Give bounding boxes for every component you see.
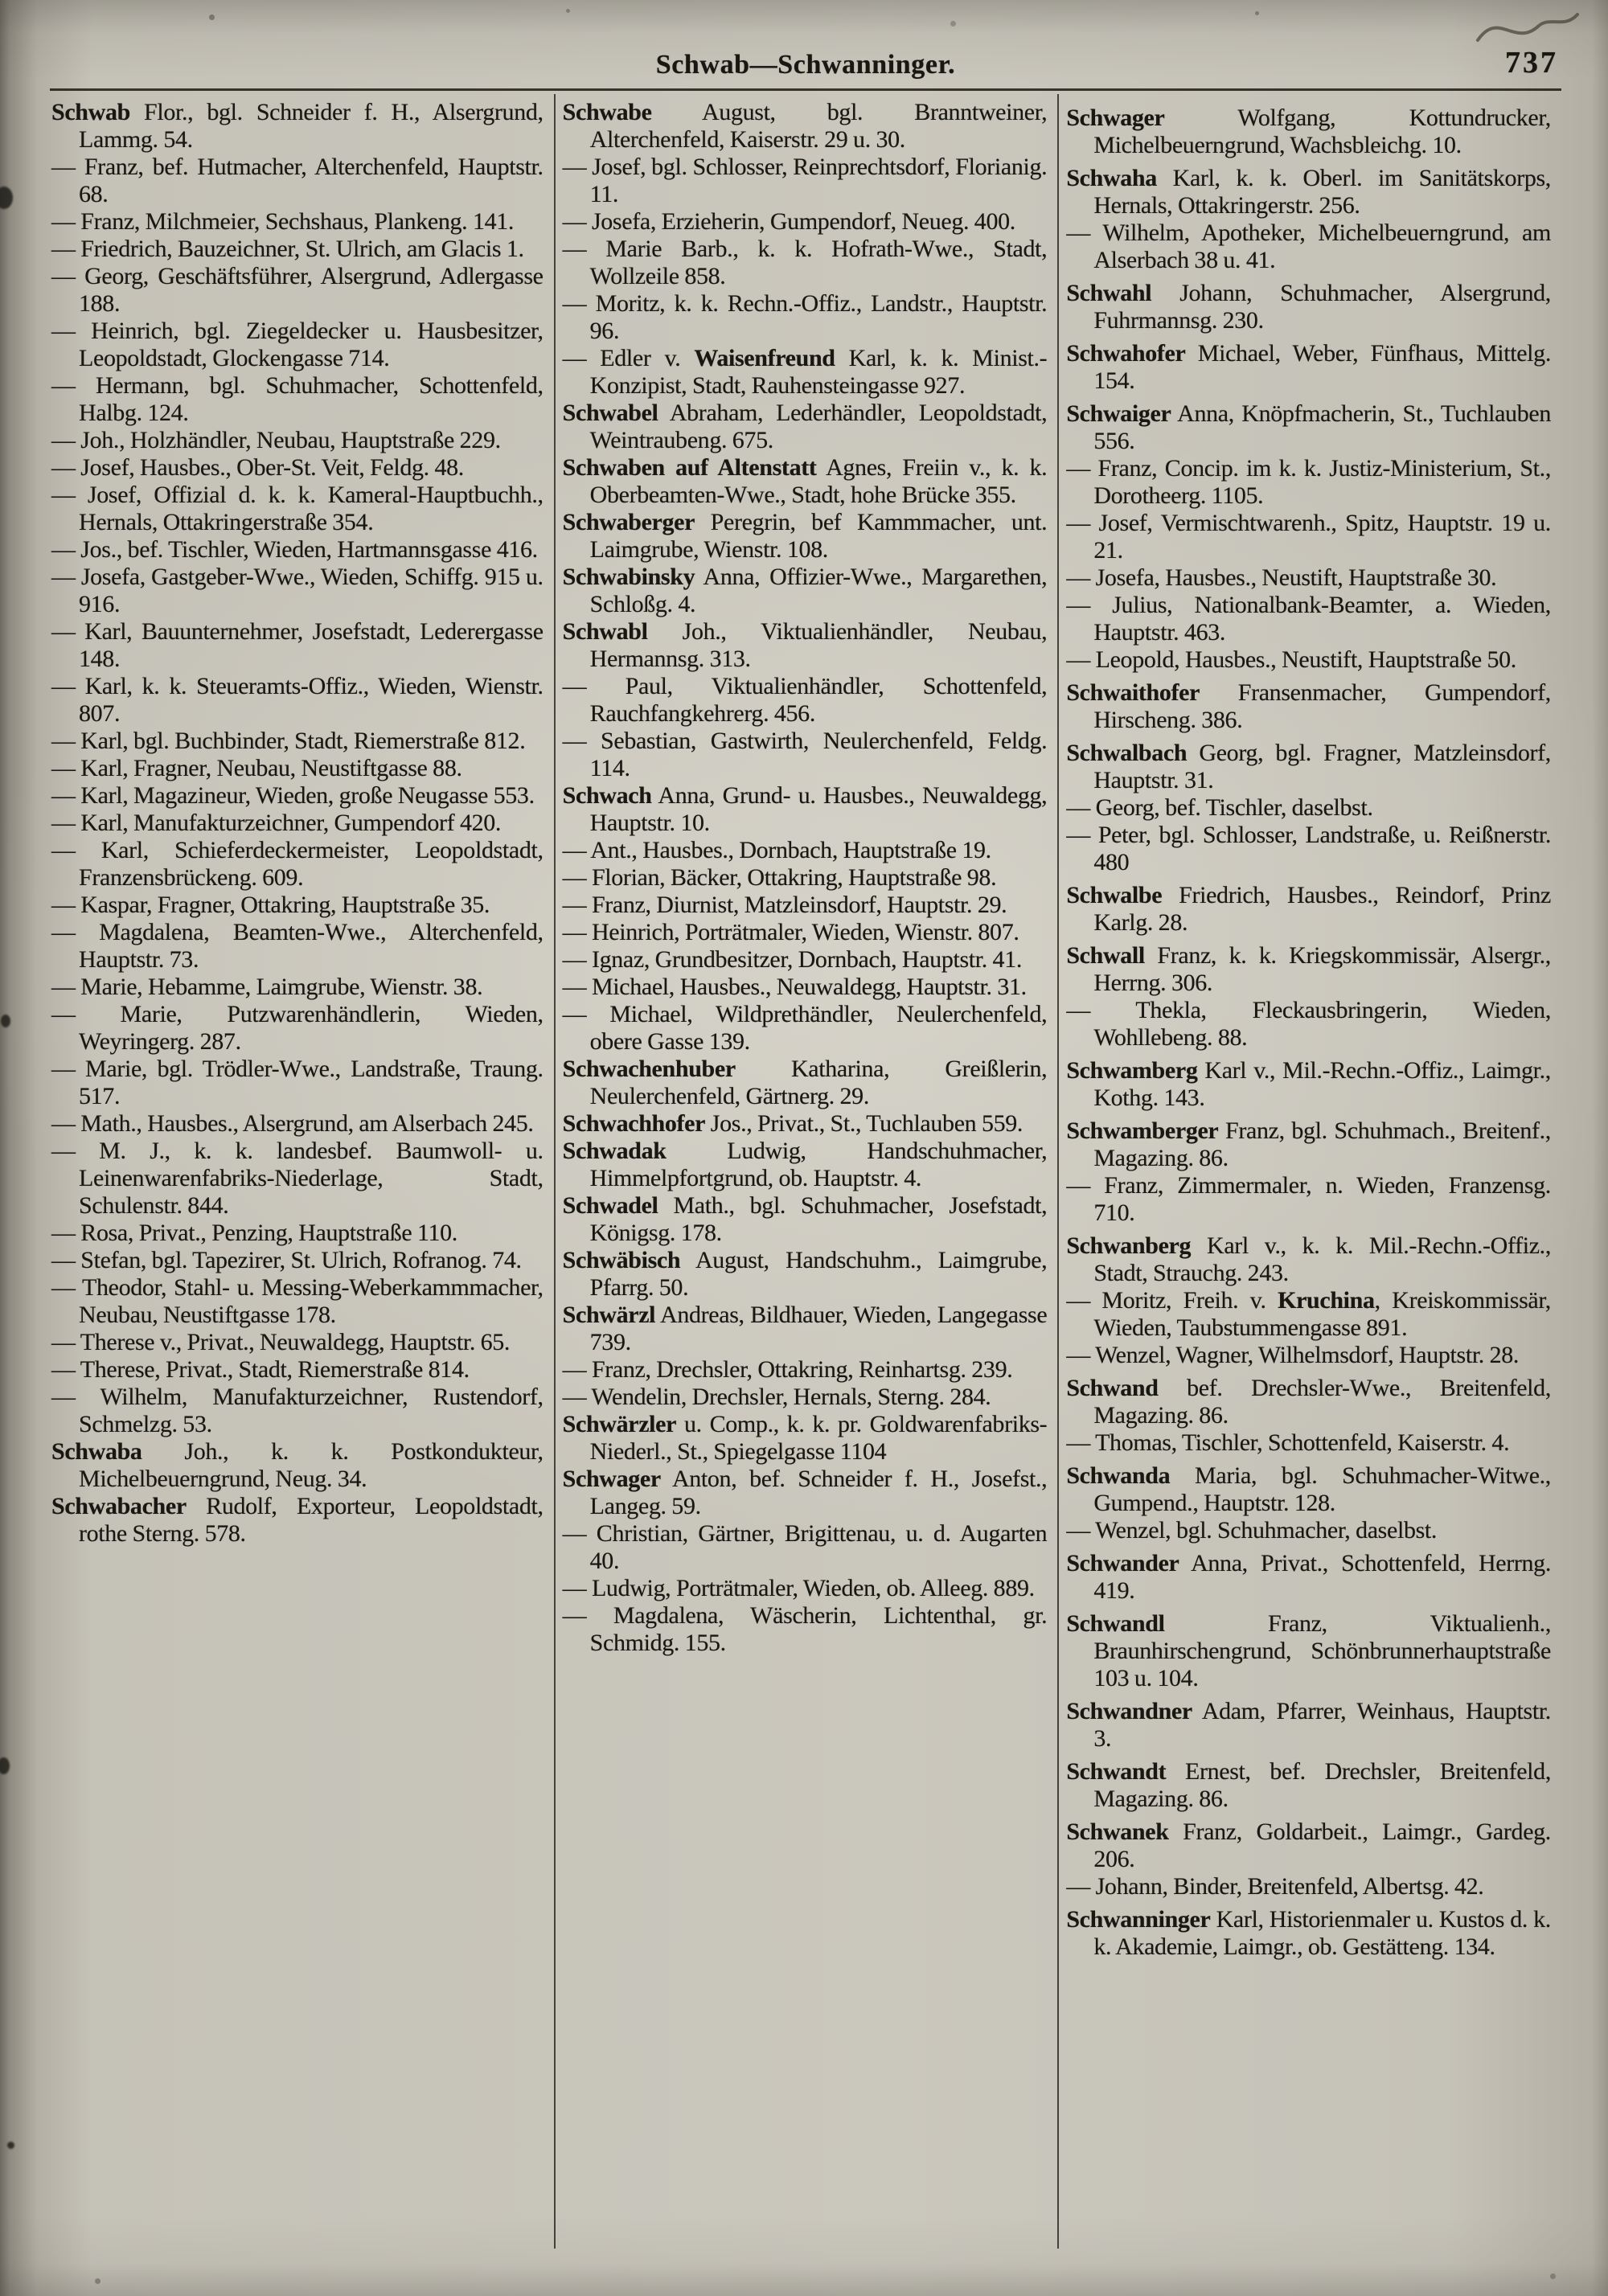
directory-entry: — Friedrich, Bauzeichner, St. Ulrich, am Glacis 1. [51,236,524,262]
directory-entry: Schwach Anna, Grund- u. Hausbes., Neuwaldegg, Hauptstr. 10. [562,782,1048,836]
directory-entry: Schwanek Franz, Goldarbeit., Laimgr., Gardeg. 206. [1066,1818,1551,1872]
directory-entry: — Therese, Privat., Stadt, Riemerstraße 814. [51,1356,470,1383]
directory-entry: Schwabacher Rudolf, Exporteur, Leopoldstadt, rothe Sterng. 578. [51,1493,544,1547]
ink-blot [0,1757,10,1774]
directory-entry: — Karl, Manufakturzeichner, Gumpendorf 420. [51,810,502,836]
directory-entry: Schwärzler u. Comp., k. k. pr. Goldwarenfabriks-Niederl., St., Spiegelgasse 1104 [562,1411,1048,1465]
directory-entry: — Theodor, Stahl- u. Messing-Weberkammmacher, Neubau, Neustiftgasse 178. [51,1274,544,1328]
directory-entry: — Florian, Bäcker, Ottakring, Hauptstraße 98. [562,864,997,891]
directory-entry: Schwamberger Franz, bgl. Schuhmach., Breitenf., Magazing. 86. [1066,1117,1551,1171]
directory-entry: — Wendelin, Drechsler, Hernals, Sterng. 284. [562,1384,991,1410]
directory-entry: Schwanberg Karl v., k. k. Mil.-Rechn.-Offiz., Stadt, Strauchg. 243. [1066,1232,1551,1286]
page-header [50,45,1561,88]
directory-entry: — Julius, Nationalbank-Beamter, a. Wieden, Hauptstr. 463. [1066,592,1551,646]
directory-entry: Schwahl Johann, Schuhmacher, Alsergrund, Fuhrmannsg. 230. [1066,280,1551,334]
directory-entry: — Karl, Magazineur, Wieden, große Neugasse 553. [51,782,535,809]
directory-entry: — Josefa, Gastgeber-Wwe., Wieden, Schiffg. 915 u. 916. [51,564,544,617]
directory-entry: Schwalbach Georg, bgl. Fragner, Matzleinsdorf, Hauptstr. 31. [1066,740,1551,793]
directory-entry: — Heinrich, bgl. Ziegeldecker u. Hausbesitzer, Leopoldstadt, Glockengasse 714. [51,318,544,371]
directory-entry: — Josefa, Hausbes., Neustift, Hauptstraße 30. [1066,564,1497,591]
directory-entry: Schwäbisch August, Handschuhm., Laimgrube, Pfarrg. 50. [562,1247,1048,1301]
directory-entry: — Moritz, Freih. v. Kruchina, Kreiskommissär, Wieden, Taubstummengasse 891. [1066,1287,1551,1341]
directory-entry: Schwadel Math., bgl. Schuhmacher, Josefstadt, Königsg. 178. [562,1192,1048,1246]
directory-entry: — Magdalena, Beamten-Wwe., Alterchenfeld, Hauptstr. 73. [51,919,544,973]
directory-entry: — Hermann, bgl. Schuhmacher, Schottenfeld, Halbg. 124. [51,372,544,426]
directory-entry: — Franz, Milchmeier, Sechshaus, Plankeng. 141. [51,208,515,235]
directory-entry: — Josef, bgl. Schlosser, Reinprechtsdorf, Florianig. 11. [562,154,1048,207]
directory-entry: Schwachhofer Jos., Privat., St., Tuchlauben 559. [562,1110,1023,1137]
directory-entry: — Magdalena, Wäscherin, Lichtenthal, gr. Schmidg. 155. [562,1602,1048,1656]
directory-entry: Schwall Franz, k. k. Kriegskommissär, Alsergr., Herrng. 306. [1066,942,1551,996]
directory-entry: — Rosa, Privat., Penzing, Hauptstraße 110. [51,1220,457,1246]
directory-entry: — Georg, Geschäftsführer, Alsergrund, Adlergasse 188. [51,263,544,317]
directory-entry: — Josefa, Erzieherin, Gumpendorf, Neueg. 400. [562,208,1015,235]
directory-entry: Schwandner Adam, Pfarrer, Weinhaus, Hauptstr. 3. [1066,1698,1551,1752]
directory-entry: Schwaben auf Altenstatt Agnes, Freiin v., k. k. Oberbeamten-Wwe., Stadt, hohe Brücke 355. [562,454,1048,508]
directory-entry: — Josef, Vermischtwarenh., Spitz, Hauptstr. 19 u. 21. [1066,510,1551,564]
directory-entry: — Michael, Hausbes., Neuwaldegg, Hauptstr. 31. [562,974,1027,1000]
directory-entry: — Karl, bgl. Buchbinder, Stadt, Riemerstraße 812. [51,728,526,754]
running-title: Schwab—Schwanninger. [655,50,956,80]
directory-entry: — Edler v. Waisenfreund Karl, k. k. Minist.-Konzipist, Stadt, Rauhensteingasse 927. [562,345,1048,399]
directory-entry: — Christian, Gärtner, Brigittenau, u. d. Augarten 40. [562,1520,1048,1574]
dust-specks [0,0,2,2]
directory-entry: — Franz, Drechsler, Ottakring, Reinhartsg. 239. [562,1356,1013,1383]
directory-entry: Schwärzl Andreas, Bildhauer, Wieden, Langegasse 739. [562,1302,1048,1355]
directory-entry: — Joh., Holzhändler, Neubau, Hauptstraße 229. [51,427,501,453]
directory-entry: Schwaba Joh., k. k. Postkondukteur, Michelbeuerngrund, Neug. 34. [51,1438,544,1492]
header-rule [50,88,1561,91]
directory-entry: Schwandl Franz, Viktualienh., Braunhirschengrund, Schönbrunnerhauptstraße 103 u. 104. [1066,1610,1551,1691]
directory-entry: — Therese v., Privat., Neuwaldegg, Hauptstr. 65. [51,1329,511,1355]
directory-entry: — Math., Hausbes., Alsergrund, am Alserbach 245. [51,1110,534,1137]
directory-entry: — Stefan, bgl. Tapezirer, St. Ulrich, Rofranog. 74. [51,1247,522,1273]
directory-entry: — Ludwig, Porträtmaler, Wieden, ob. Alleeg. 889. [562,1575,1035,1601]
column-2 [554,94,1058,2249]
directory-entry: — Heinrich, Porträtmaler, Wieden, Wienstr. 807. [562,919,1019,945]
directory-entry: — Marie Barb., k. k. Hofrath-Wwe., Stadt, Wollzeile 858. [562,236,1048,289]
directory-entry: Schwachenhuber Katharina, Greißlerin, Neulerchenfeld, Gärtnerg. 29. [562,1056,1048,1109]
directory-entry: Schwabinsky Anna, Offizier-Wwe., Margarethen, Schloßg. 4. [562,564,1048,617]
directory-entry: — Jos., bef. Tischler, Wieden, Hartmannsgasse 416. [51,536,538,563]
directory-entry: Schwab Flor., bgl. Schneider f. H., Alsergrund, Lammg. 54. [51,99,544,153]
directory-entry: Schwander Anna, Privat., Schottenfeld, Herrng. 419. [1066,1550,1551,1604]
pen-mark-icon [1471,5,1584,56]
directory-entry: — Karl, Fragner, Neubau, Neustiftgasse 88. [51,755,462,781]
directory-entry: — Michael, Wildprethändler, Neulerchenfeld, obere Gasse 139. [562,1001,1048,1055]
directory-entry: — Paul, Viktualienhändler, Schottenfeld, Rauchfangkehrerg. 456. [562,673,1048,727]
directory-entry: — Moritz, k. k. Rechn.-Offiz., Landstr., Hauptstr. 96. [562,290,1048,344]
directory-entry: Schwager Wolfgang, Kottundrucker, Michelbeuerngrund, Wachsbleichg. 10. [1066,105,1551,158]
directory-entry: Schwaithofer Fransenmacher, Gumpendorf, Hirscheng. 386. [1066,679,1551,733]
directory-entry: Schwanda Maria, bgl. Schuhmacher-Witwe., Gumpend., Hauptstr. 128. [1066,1462,1551,1516]
directory-entry: — Karl, k. k. Steueramts-Offiz., Wieden, Wienstr. 807. [51,673,544,727]
directory-entry: — Sebastian, Gastwirth, Neulerchenfeld, Feldg. 114. [562,728,1048,781]
directory-entry: Schwanninger Karl, Historienmaler u. Kustos d. k. k. Akademie, Laimgr., ob. Gestätteng. 134. [1066,1906,1551,1960]
directory-entry: — Georg, bef. Tischler, daselbst. [1066,794,1373,821]
directory-entry: — Wilhelm, Apotheker, Michelbeuerngrund, am Alserbach 38 u. 41. [1066,219,1551,273]
directory-entry: Schwaiger Anna, Knöpfmacherin, St., Tuchlauben 556. [1066,400,1551,454]
column-1 [50,94,554,2249]
directory-entry: Schwamberg Karl v., Mil.-Rechn.-Offiz., Laimgr., Kothg. 143. [1066,1057,1551,1111]
directory-entry: Schwandt Ernest, bef. Drechsler, Breitenfeld, Magazing. 86. [1066,1758,1551,1812]
directory-entry: — Marie, Putzwarenhändlerin, Wieden, Weyringerg. 287. [51,1001,544,1055]
directory-entry: — Peter, bgl. Schlosser, Landstraße, u. Reißnerstr. 480 [1066,822,1551,875]
directory-entry: Schwand bef. Drechsler-Wwe., Breitenfeld, Magazing. 86. [1066,1375,1551,1429]
directory-entry: — Johann, Binder, Breitenfeld, Albertsg. 42. [1066,1873,1484,1900]
directory-entry: — Ant., Hausbes., Dornbach, Hauptstraße 19. [562,837,991,863]
directory-entry: — Franz, bef. Hutmacher, Alterchenfeld, Hauptstr. 68. [51,154,544,207]
directory-entry: — Wenzel, bgl. Schuhmacher, daselbst. [1066,1517,1438,1544]
column-3 [1057,94,1561,2249]
ink-blot [1,1015,10,1027]
page-content [50,45,1561,2249]
directory-entry: Schwadak Ludwig, Handschuhmacher, Himmelpfortgrund, ob. Hauptstr. 4. [562,1138,1048,1191]
ink-blot [0,187,13,209]
directory-entry: Schwaha Karl, k. k. Oberl. im Sanitätskorps, Hernals, Ottakringerstr. 256. [1066,165,1551,219]
directory-entry: — Thomas, Tischler, Schottenfeld, Kaiserstr. 4. [1066,1429,1510,1456]
directory-entry: — Marie, bgl. Trödler-Wwe., Landstraße, Traung. 517. [51,1056,544,1109]
directory-entry: — Leopold, Hausbes., Neustift, Hauptstraße 50. [1066,646,1516,673]
ink-blot [7,2142,14,2149]
directory-entry: — M. J., k. k. landesbef. Baumwoll- u. Leinenwarenfabriks-Niederlage, Stadt, Schulenstr. 844. [51,1138,544,1219]
directory-entry: Schwabe August, bgl. Branntweiner, Alterchenfeld, Kaiserstr. 29 u. 30. [562,99,1048,153]
directory-entry: — Ignaz, Grundbesitzer, Dornbach, Hauptstr. 41. [562,946,1023,973]
directory-columns [50,94,1561,2249]
directory-entry: — Wilhelm, Manufakturzeichner, Rustendorf, Schmelzg. 53. [51,1384,544,1437]
directory-entry: Schwager Anton, bef. Schneider f. H., Josefst., Langeg. 59. [562,1466,1048,1519]
directory-entry: — Josef, Hausbes., Ober-St. Veit, Feldg. 48. [51,454,464,481]
directory-entry: — Karl, Bauunternehmer, Josefstadt, Lederergasse 148. [51,618,544,672]
directory-entry: — Thekla, Fleckausbringerin, Wieden, Wohllebeng. 88. [1066,997,1551,1051]
directory-entry: — Franz, Zimmermaler, n. Wieden, Franzensg. 710. [1066,1172,1551,1226]
directory-entry: — Karl, Schieferdeckermeister, Leopoldstadt, Franzensbrückeng. 609. [51,837,544,891]
directory-entry: — Wenzel, Wagner, Wilhelmsdorf, Hauptstr. 28. [1066,1342,1520,1368]
directory-entry: — Kaspar, Fragner, Ottakring, Hauptstraße 35. [51,892,490,918]
directory-entry: — Franz, Diurnist, Matzleinsdorf, Hauptstr. 29. [562,892,1007,918]
directory-entry: Schwaberger Peregrin, bef Kammmacher, unt. Laimgrube, Wienstr. 108. [562,509,1048,563]
directory-entry: Schwabl Joh., Viktualienhändler, Neubau, Hermannsg. 313. [562,618,1048,672]
directory-entry: Schwalbe Friedrich, Hausbes., Reindorf, Prinz Karlg. 28. [1066,882,1551,936]
directory-entry: Schwahofer Michael, Weber, Fünfhaus, Mittelg. 154. [1066,340,1551,394]
page-number: 737 [1505,46,1558,80]
directory-entry: — Franz, Concip. im k. k. Justiz-Ministerium, St., Dorotheerg. 1105. [1066,455,1551,509]
directory-entry: — Josef, Offizial d. k. k. Kameral-Hauptbuchh., Hernals, Ottakringerstraße 354. [51,482,544,535]
directory-entry: Schwabel Abraham, Lederhändler, Leopoldstadt, Weintraubeng. 675. [562,400,1048,453]
directory-entry: — Marie, Hebamme, Laimgrube, Wienstr. 38. [51,974,483,1000]
